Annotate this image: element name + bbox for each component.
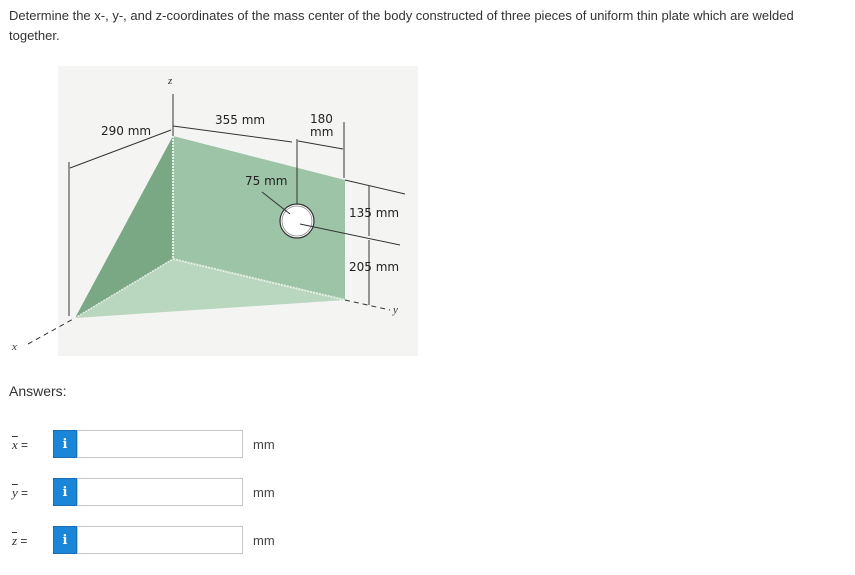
- dim-180-label-number: 180: [310, 112, 333, 126]
- unit-label-y: mm: [253, 485, 275, 500]
- var-label-y: $\overline{y}$ =: [12, 485, 29, 500]
- info-icon[interactable]: i: [53, 430, 77, 458]
- answers-label: Answers:: [9, 383, 67, 399]
- unit-label-z: mm: [253, 533, 275, 548]
- plate-figure: [0, 64, 420, 359]
- dim-75-label: 75 mm: [245, 174, 288, 188]
- unit-label-x: mm: [253, 437, 275, 452]
- dim-180-label-unit: mm: [310, 125, 334, 139]
- dim-355-label: 355 mm: [215, 113, 266, 127]
- var-label-x: $\overline{x}$ =: [12, 437, 29, 452]
- y-answer-input[interactable]: [77, 478, 243, 506]
- axis-y-label: y: [393, 304, 398, 316]
- dim-290-label: 290 mm: [101, 124, 152, 138]
- x-answer-input[interactable]: [77, 430, 243, 458]
- z-answer-input[interactable]: [77, 526, 243, 554]
- dim-205-label: 205 mm: [349, 260, 400, 274]
- axis-x-label: x: [12, 341, 17, 353]
- circular-hole: [280, 204, 314, 238]
- info-icon[interactable]: i: [53, 526, 77, 554]
- answer-row-y: [12, 478, 312, 508]
- plate-diagram: [0, 64, 420, 359]
- question-text: Determine the x-, y-, and z-coordinates of the mass center of the body constructed of three pieces of uniform thin plate which are welded together.: [9, 8, 794, 43]
- info-icon[interactable]: i: [53, 478, 77, 506]
- answer-row-x: [12, 430, 312, 460]
- dim-135-label: 135 mm: [349, 206, 400, 220]
- var-label-z: $\overline{z}$ =: [12, 533, 28, 548]
- axis-z-label: z: [168, 75, 173, 87]
- answer-row-z: [12, 526, 312, 556]
